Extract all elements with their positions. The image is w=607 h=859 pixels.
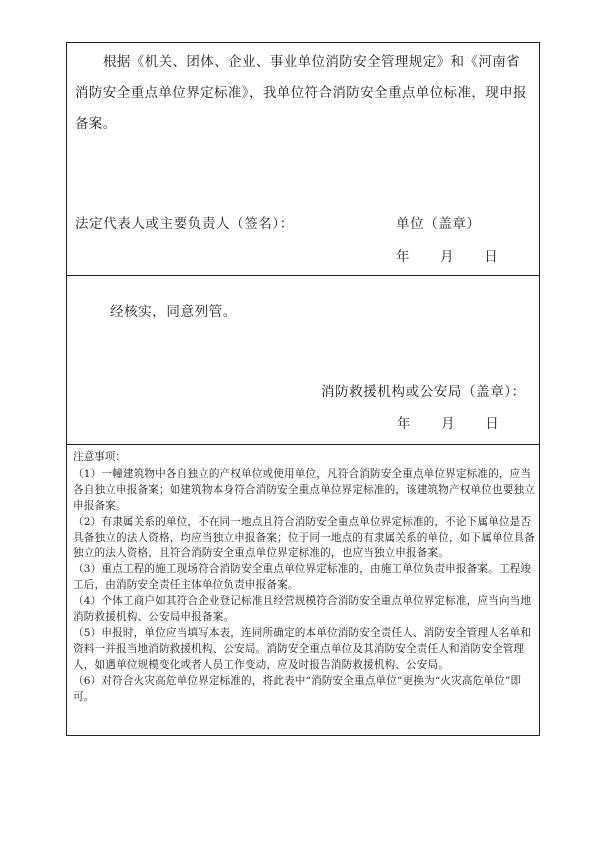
notes-title: 注意事项： [73, 451, 126, 463]
legal-representative-signature-label: 法定代表人或主要负责人（签名）： [75, 216, 294, 232]
declaration-text: 根据《机关、团体、企业、事业单位消防安全管理规定》和《河南省消防安全重点单位界定标准》，我单位符合消防安全重点单位标准，现申报备案。 [75, 54, 527, 132]
filing-form-table [66, 42, 540, 736]
date-month: 月 [441, 416, 456, 432]
note-item: （3）重点工程的施工现场符合消防安全重点单位界定标准的，由施工单位负责申报备案。工程竣工后，由消防安全责任主体单位负责申报备案。 [73, 563, 532, 592]
note-item: （1）一幢建筑物中各自独立的产权单位或使用单位，凡符合消防安全重点单位界定标准的，应当各自独立申报备案；如建筑物本身符合消防安全重点单位界定标准的，该建筑物产权单位也要独立申报备案。 [73, 467, 535, 512]
note-item: （4）个体工商户如其符合企业登记标准且经营规模符合消防安全重点单位界定标准，应当向当地消防救援机构、公安局申报备案。 [73, 595, 532, 624]
approval-text: 经核实，同意列管。 [110, 304, 237, 320]
fire-authority-stamp-label: 消防救援机构或公安局（盖章）： [321, 384, 526, 400]
date-year: 年 [396, 249, 411, 265]
declaration-section [67, 43, 539, 276]
date-day: 日 [484, 249, 499, 265]
notes-block [73, 450, 535, 706]
approval-section [67, 276, 539, 445]
unit-stamp-label: 单位（盖章） [396, 216, 481, 232]
note-item: （6）对符合火灾高危单位界定标准的，将此表中“消防安全重点单位”更换为“火灾高危单位”即可。 [73, 674, 522, 703]
date-day: 日 [485, 416, 500, 432]
declaration-date [396, 245, 498, 265]
notes-section [67, 445, 539, 735]
date-year: 年 [397, 416, 412, 432]
note-item: （5）申报时，单位应当填写本表，连同所确定的本单位消防安全责任人、消防安全管理人名单和资料一并报当地消防救援机构、公安局。消防安全重点单位及其消防安全责任人和消防安全管理人，如遇单位规模变化或者人员工作变动，应及时报告消防救援机构、公安局。 [73, 626, 532, 671]
date-month: 月 [440, 249, 455, 265]
note-item: （2）有隶属关系的单位，不在同一地点且符合消防安全重点单位界定标准的，不论下属单位是否具备独立的法人资格，均应当独立申报备案；位于同一地点的有隶属关系的单位，如下属单位具备独立的法人资格，且符合消防安全重点单位界定标准的，也应当独立申报备案。 [73, 515, 535, 560]
approval-date [397, 412, 499, 432]
